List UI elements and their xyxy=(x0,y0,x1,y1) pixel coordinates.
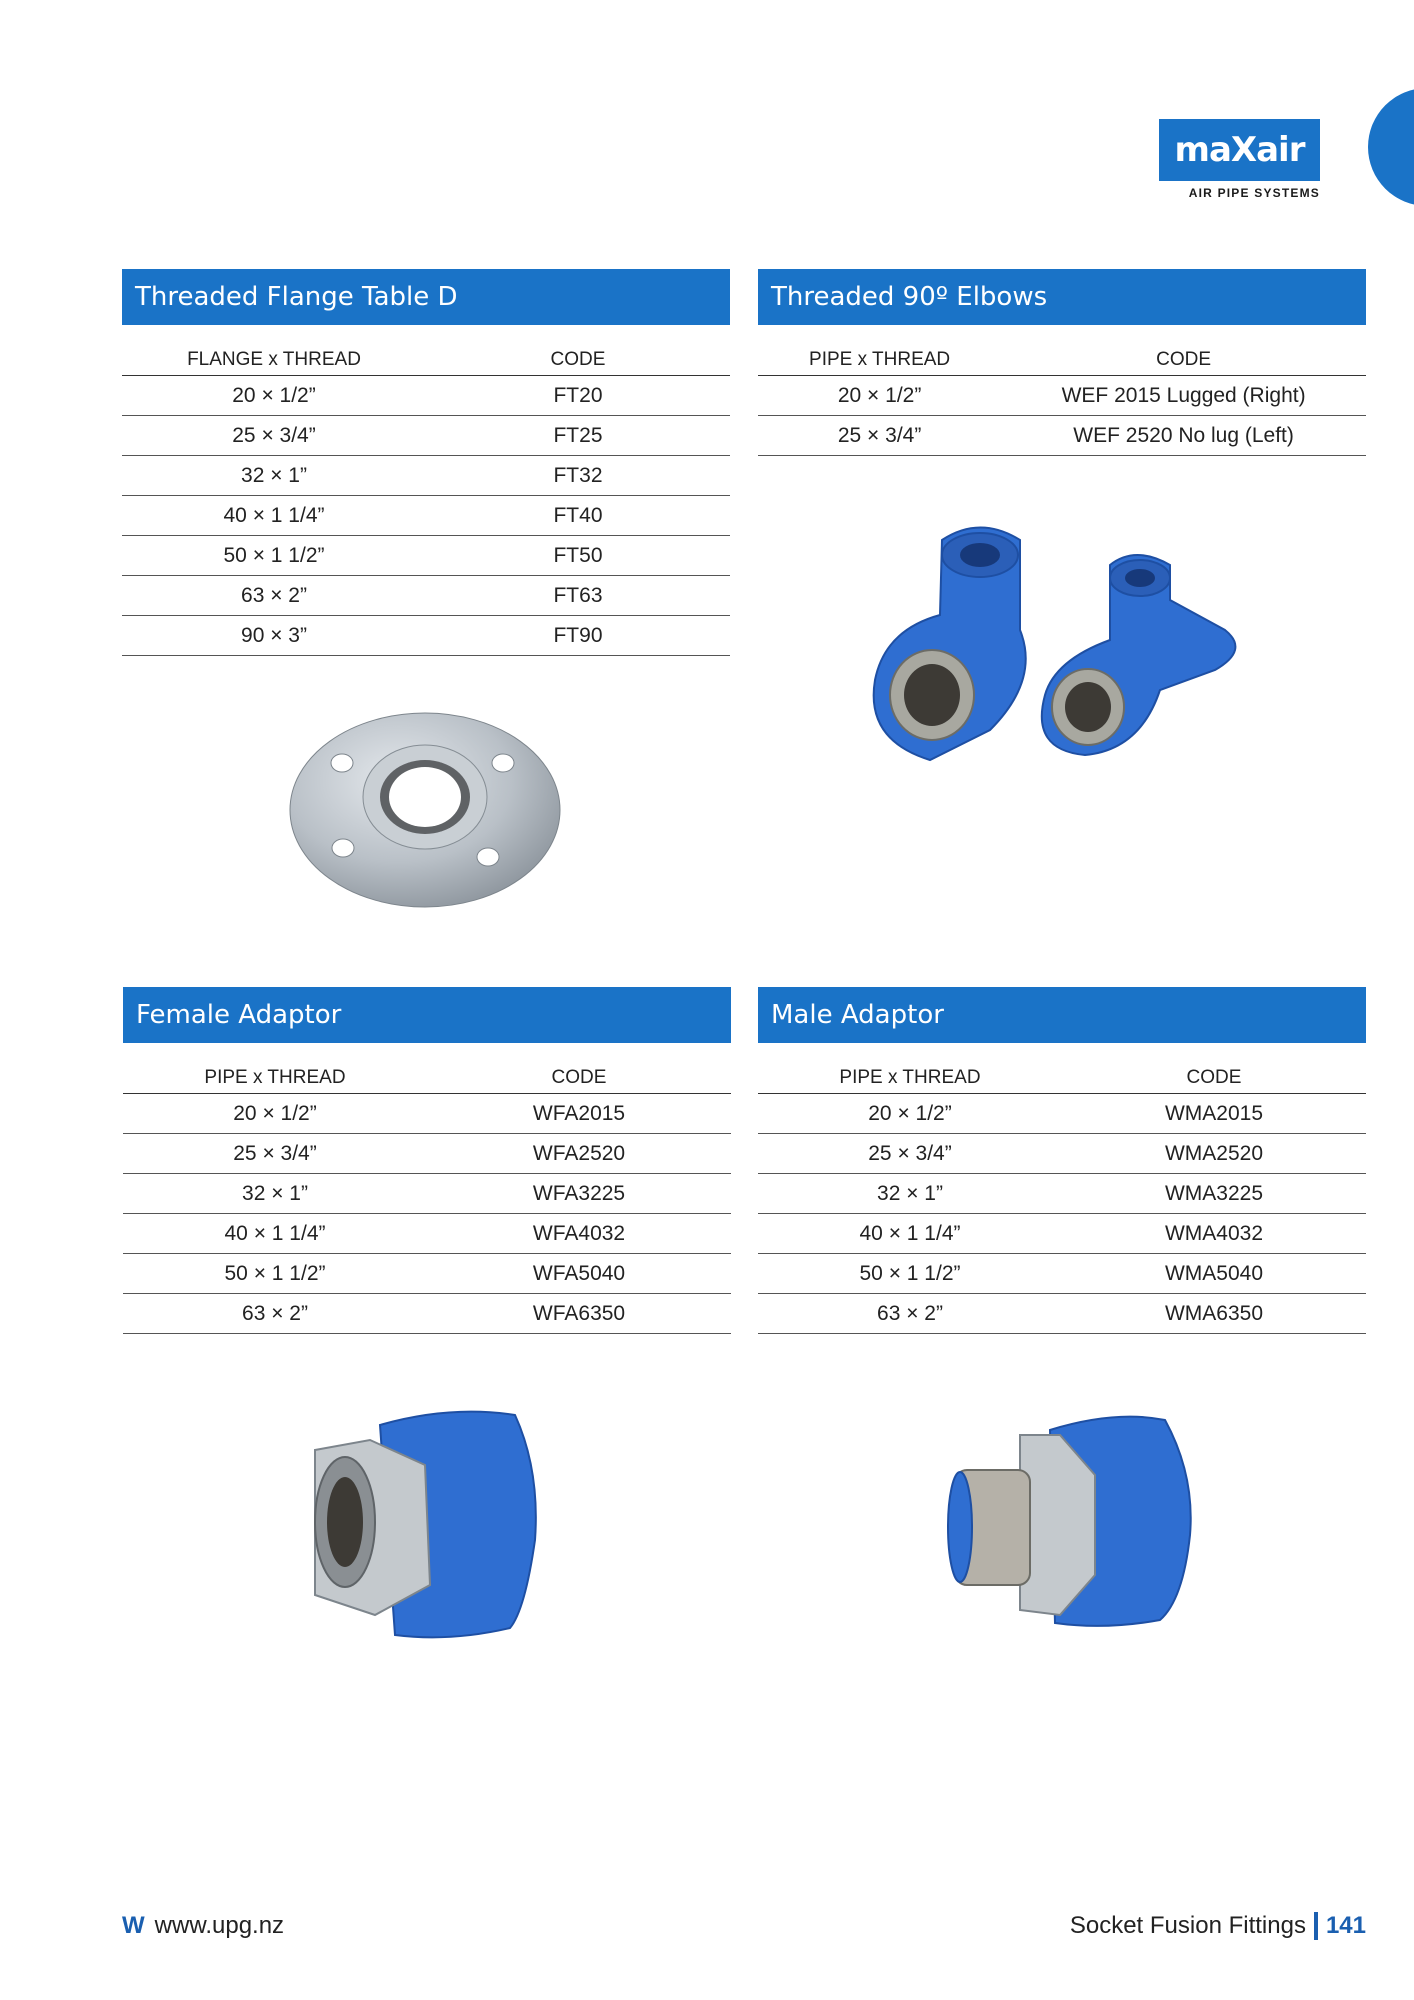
code-cell: WFA5040 xyxy=(427,1254,731,1294)
code-cell: WFA4032 xyxy=(427,1214,731,1254)
table-row xyxy=(123,1134,731,1174)
size-cell: 63 × 2” xyxy=(122,576,426,616)
size-cell: 25 × 3/4” xyxy=(122,416,426,456)
size-cell: 90 × 3” xyxy=(122,616,426,656)
table-row xyxy=(758,1134,1366,1174)
size-cell: 63 × 2” xyxy=(123,1294,427,1334)
table-row xyxy=(122,536,730,576)
size-cell: 25 × 3/4” xyxy=(758,1134,1062,1174)
table-row xyxy=(122,496,730,536)
table-row xyxy=(758,1254,1366,1294)
table-row xyxy=(123,1174,731,1214)
code-cell: FT40 xyxy=(426,496,730,536)
code-cell: WEF 2015 Lugged (Right) xyxy=(1001,376,1366,416)
female-adaptor-product-image xyxy=(310,1410,540,1640)
table-row xyxy=(122,616,730,656)
size-cell: 25 × 3/4” xyxy=(123,1134,427,1174)
table-row xyxy=(758,1094,1366,1134)
size-cell: 50 × 1 1/2” xyxy=(758,1254,1062,1294)
footer-divider xyxy=(1314,1912,1318,1940)
size-cell: 50 × 1 1/2” xyxy=(123,1254,427,1294)
size-cell: 32 × 1” xyxy=(122,456,426,496)
logo-tagline: AIR PIPE SYSTEMS xyxy=(1188,186,1320,200)
size-cell: 20 × 1/2” xyxy=(758,1094,1062,1134)
size-cell: 20 × 1/2” xyxy=(758,376,1001,416)
footer-website xyxy=(122,1912,284,1940)
table-row xyxy=(122,456,730,496)
size-cell: 32 × 1” xyxy=(123,1174,427,1214)
code-cell: WEF 2520 No lug (Left) xyxy=(1001,416,1366,456)
product-table xyxy=(758,1063,1366,1334)
section-threaded-elbows xyxy=(758,269,1366,456)
maxair-logo xyxy=(1159,119,1320,200)
table-row xyxy=(123,1294,731,1334)
footer-section-name: Socket Fusion Fittings xyxy=(1069,1912,1306,1939)
code-cell: WFA2015 xyxy=(427,1094,731,1134)
section-title: Threaded Flange Table D xyxy=(122,269,730,325)
logo-wordmark: maXair xyxy=(1159,119,1320,181)
elbows-product-image xyxy=(870,520,1260,765)
male-adaptor-product-image xyxy=(945,1415,1205,1630)
column-header: PIPE x THREAD xyxy=(758,1063,1062,1094)
code-cell: FT50 xyxy=(426,536,730,576)
column-header: PIPE x THREAD xyxy=(758,345,1001,376)
table-row xyxy=(122,576,730,616)
size-cell: 40 × 1 1/4” xyxy=(758,1214,1062,1254)
code-cell: WFA6350 xyxy=(427,1294,731,1334)
table-row xyxy=(758,1294,1366,1334)
table-row xyxy=(123,1254,731,1294)
table-row xyxy=(758,1174,1366,1214)
table-header-row xyxy=(758,345,1366,376)
size-cell: 20 × 1/2” xyxy=(123,1094,427,1134)
size-cell: 40 × 1 1/4” xyxy=(123,1214,427,1254)
page-number: 141 xyxy=(1325,1912,1366,1939)
table-row xyxy=(122,416,730,456)
section-threaded-flange xyxy=(122,269,730,656)
table-header-row xyxy=(123,1063,731,1094)
code-cell: WMA6350 xyxy=(1062,1294,1366,1334)
flange-product-image xyxy=(285,705,565,915)
table-row xyxy=(122,376,730,416)
footer-url[interactable]: www.upg.nz xyxy=(154,1912,285,1939)
product-table xyxy=(758,345,1366,456)
code-cell: WFA3225 xyxy=(427,1174,731,1214)
code-cell: WMA3225 xyxy=(1062,1174,1366,1214)
code-cell: WMA4032 xyxy=(1062,1214,1366,1254)
size-cell: 63 × 2” xyxy=(758,1294,1062,1334)
size-cell: 25 × 3/4” xyxy=(758,416,1001,456)
section-male-adaptor xyxy=(758,987,1366,1334)
product-table xyxy=(123,1063,731,1334)
code-cell: FT32 xyxy=(426,456,730,496)
table-row xyxy=(123,1214,731,1254)
table-row xyxy=(758,416,1366,456)
code-cell: WMA5040 xyxy=(1062,1254,1366,1294)
column-header: PIPE x THREAD xyxy=(123,1063,427,1094)
size-cell: 20 × 1/2” xyxy=(122,376,426,416)
code-cell: FT25 xyxy=(426,416,730,456)
product-table xyxy=(122,345,730,656)
column-header: CODE xyxy=(426,345,730,376)
table-row xyxy=(758,376,1366,416)
code-cell: WMA2015 xyxy=(1062,1094,1366,1134)
code-cell: FT63 xyxy=(426,576,730,616)
section-female-adaptor xyxy=(123,987,731,1334)
code-cell: WMA2520 xyxy=(1062,1134,1366,1174)
size-cell: 32 × 1” xyxy=(758,1174,1062,1214)
table-header-row xyxy=(122,345,730,376)
code-cell: FT90 xyxy=(426,616,730,656)
section-title: Threaded 90º Elbows xyxy=(758,269,1366,325)
footer-page-info xyxy=(1070,1912,1366,1940)
table-row xyxy=(123,1094,731,1134)
section-title: Male Adaptor xyxy=(758,987,1366,1043)
table-header-row xyxy=(758,1063,1366,1094)
column-header: CODE xyxy=(427,1063,731,1094)
section-title: Female Adaptor xyxy=(123,987,731,1043)
size-cell: 50 × 1 1/2” xyxy=(122,536,426,576)
footer-w-label: W xyxy=(122,1912,145,1939)
page-tab-circle xyxy=(1368,88,1414,206)
column-header: FLANGE x THREAD xyxy=(122,345,426,376)
size-cell: 40 × 1 1/4” xyxy=(122,496,426,536)
code-cell: FT20 xyxy=(426,376,730,416)
code-cell: WFA2520 xyxy=(427,1134,731,1174)
column-header: CODE xyxy=(1001,345,1366,376)
table-row xyxy=(758,1214,1366,1254)
column-header: CODE xyxy=(1062,1063,1366,1094)
